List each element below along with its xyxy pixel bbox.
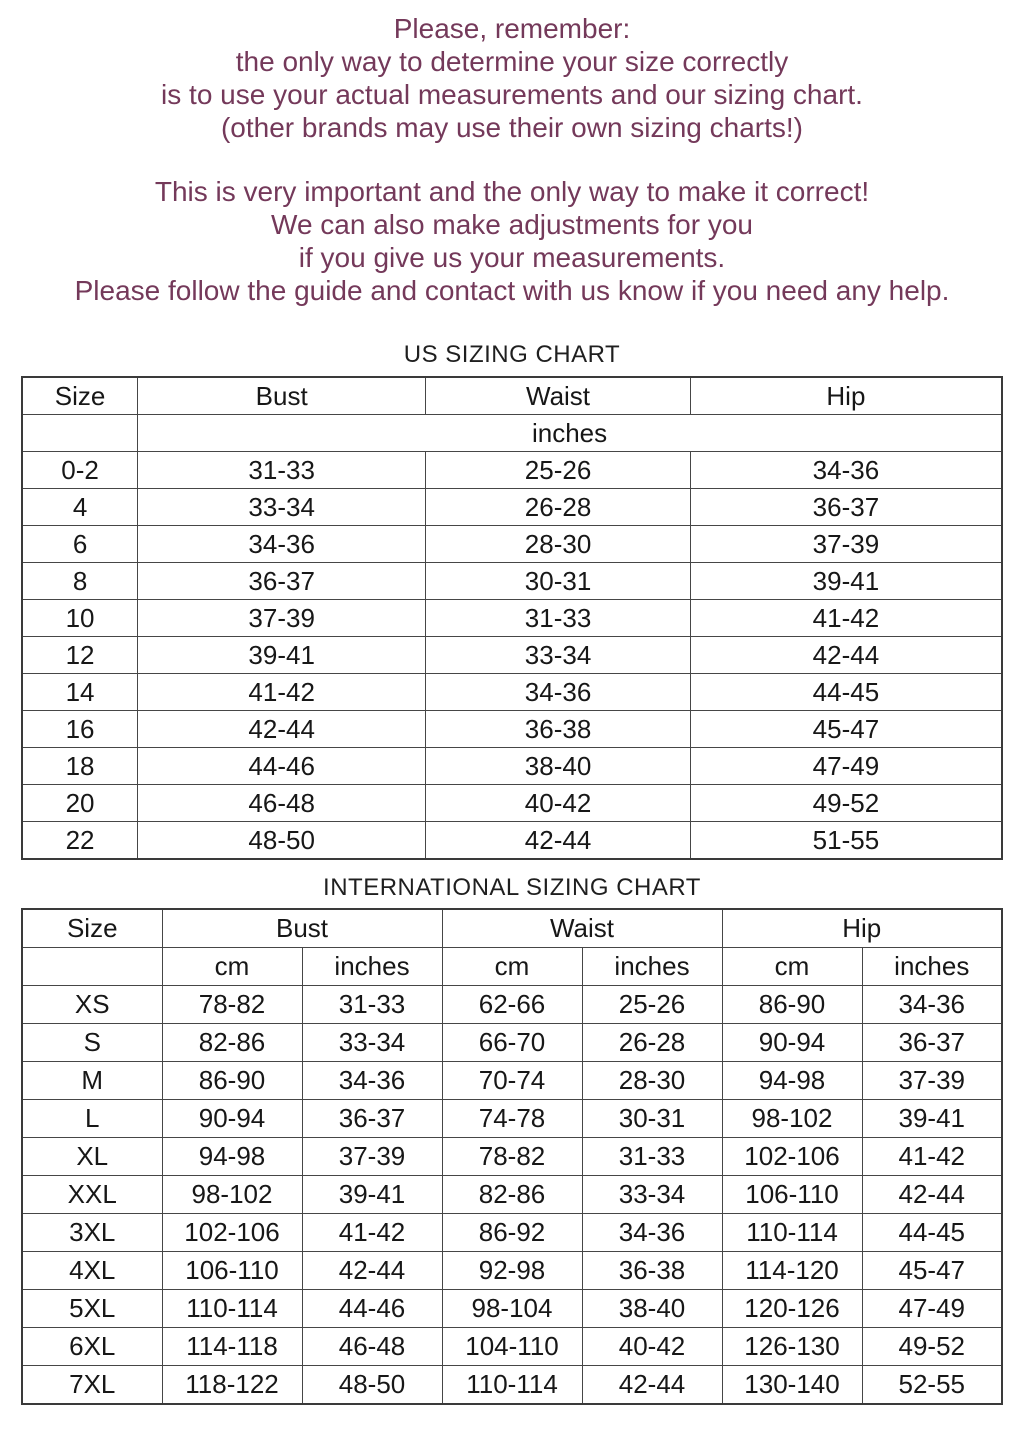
us-size-cell: 10 [22,600,138,637]
us-hip-cell: 51-55 [690,822,1002,860]
us-units-label: inches [138,415,1002,452]
intl-waist-cm-cell: 98-104 [442,1290,582,1328]
us-table-row [22,711,1002,748]
intro-line: Please, remember: [393,13,631,44]
intl-size-cell: M [22,1062,162,1100]
us-bust-cell: 31-33 [138,452,426,489]
us-hip-cell: 47-49 [690,748,1002,785]
us-hip-cell: 41-42 [690,600,1002,637]
intl-table-row [22,1214,1002,1252]
us-table-row [22,452,1002,489]
intl-bust-in-cell: 36-37 [302,1100,442,1138]
us-waist-cell: 42-44 [426,822,691,860]
intl-hip-cm-cell: 110-114 [722,1214,862,1252]
intl-hip-cm-cell: 130-140 [722,1366,862,1405]
intl-size-cell: S [22,1024,162,1062]
intro-text-block [0,0,1024,307]
intl-units-hip-cm: cm [722,948,862,986]
intl-table-row [22,1024,1002,1062]
intl-header-row [22,909,1002,948]
intl-hip-in-cell: 45-47 [862,1252,1002,1290]
us-waist-cell: 40-42 [426,785,691,822]
intl-waist-in-cell: 25-26 [582,986,722,1024]
intl-hip-cm-cell: 106-110 [722,1176,862,1214]
us-waist-cell: 33-34 [426,637,691,674]
us-table-row [22,785,1002,822]
us-waist-cell: 28-30 [426,526,691,563]
intl-hip-in-cell: 49-52 [862,1328,1002,1366]
intl-bust-in-cell: 42-44 [302,1252,442,1290]
us-size-cell: 8 [22,563,138,600]
intl-waist-in-cell: 31-33 [582,1138,722,1176]
intl-bust-cm-cell: 118-122 [162,1366,302,1405]
intl-table-row [22,1366,1002,1405]
us-table-row [22,600,1002,637]
us-hip-cell: 36-37 [690,489,1002,526]
intl-table-row [22,986,1002,1024]
intl-col-header-waist: Waist [442,909,722,948]
us-units-empty-cell [22,415,138,452]
intl-bust-cm-cell: 114-118 [162,1328,302,1366]
us-bust-cell: 41-42 [138,674,426,711]
us-sizing-table [21,376,1003,860]
us-bust-cell: 46-48 [138,785,426,822]
intl-size-cell: 7XL [22,1366,162,1405]
us-waist-cell: 25-26 [426,452,691,489]
us-size-cell: 18 [22,748,138,785]
intro-line: if you give us your measurements. [298,242,726,273]
intro-line: Please follow the guide and contact with us know if you need any help. [74,275,950,306]
us-hip-cell: 37-39 [690,526,1002,563]
us-waist-cell: 30-31 [426,563,691,600]
intl-bust-cm-cell: 98-102 [162,1176,302,1214]
intl-bust-cm-cell: 102-106 [162,1214,302,1252]
intl-units-row [22,948,1002,986]
us-bust-cell: 39-41 [138,637,426,674]
intl-bust-in-cell: 39-41 [302,1176,442,1214]
intl-bust-cm-cell: 94-98 [162,1138,302,1176]
us-bust-cell: 37-39 [138,600,426,637]
us-size-cell: 22 [22,822,138,860]
us-waist-cell: 31-33 [426,600,691,637]
intl-hip-in-cell: 42-44 [862,1176,1002,1214]
intl-units-waist-in: inches [582,948,722,986]
us-hip-cell: 45-47 [690,711,1002,748]
intl-table-row [22,1290,1002,1328]
intro-line: the only way to determine your size correctly [235,46,789,77]
intl-bust-in-cell: 37-39 [302,1138,442,1176]
intl-size-cell: XS [22,986,162,1024]
intl-waist-in-cell: 42-44 [582,1366,722,1405]
intl-hip-in-cell: 34-36 [862,986,1002,1024]
intl-table-row [22,1062,1002,1100]
us-waist-cell: 38-40 [426,748,691,785]
intl-chart-title: INTERNATIONAL SIZING CHART [323,874,701,901]
intl-units-hip-in: inches [862,948,1002,986]
intl-waist-cm-cell: 70-74 [442,1062,582,1100]
intl-bust-in-cell: 44-46 [302,1290,442,1328]
intl-hip-cm-cell: 98-102 [722,1100,862,1138]
us-hip-cell: 42-44 [690,637,1002,674]
intl-table-row [22,1328,1002,1366]
intl-col-header-hip: Hip [722,909,1002,948]
intl-col-header-bust: Bust [162,909,442,948]
intl-hip-in-cell: 47-49 [862,1290,1002,1328]
us-hip-cell: 39-41 [690,563,1002,600]
intl-bust-cm-cell: 90-94 [162,1100,302,1138]
intl-hip-in-cell: 44-45 [862,1214,1002,1252]
us-col-header-waist: Waist [426,377,691,415]
us-table-row [22,748,1002,785]
intl-units-waist-cm: cm [442,948,582,986]
intl-table-row [22,1176,1002,1214]
intro-line: (other brands may use their own sizing charts!) [220,112,804,143]
intl-hip-cm-cell: 114-120 [722,1252,862,1290]
intro-line: is to use your actual measurements and our sizing chart. [161,79,863,110]
intl-size-cell: XXL [22,1176,162,1214]
us-waist-cell: 36-38 [426,711,691,748]
us-size-cell: 14 [22,674,138,711]
us-hip-cell: 49-52 [690,785,1002,822]
intro-paragraph-1 [0,12,1024,144]
intl-bust-cm-cell: 110-114 [162,1290,302,1328]
intl-hip-cm-cell: 126-130 [722,1328,862,1366]
intl-waist-cm-cell: 62-66 [442,986,582,1024]
intl-hip-cm-cell: 94-98 [722,1062,862,1100]
intl-bust-in-cell: 46-48 [302,1328,442,1366]
intl-waist-cm-cell: 82-86 [442,1176,582,1214]
intl-waist-in-cell: 28-30 [582,1062,722,1100]
us-size-cell: 4 [22,489,138,526]
intl-hip-cm-cell: 86-90 [722,986,862,1024]
us-col-header-hip: Hip [690,377,1002,415]
intro-line: We can also make adjustments for you [271,209,753,240]
us-bust-cell: 34-36 [138,526,426,563]
us-size-cell: 20 [22,785,138,822]
intl-bust-in-cell: 34-36 [302,1062,442,1100]
us-table-row [22,489,1002,526]
intl-hip-cm-cell: 90-94 [722,1024,862,1062]
intl-table-row [22,1252,1002,1290]
us-chart-title: US SIZING CHART [403,341,621,368]
us-bust-cell: 36-37 [138,563,426,600]
intl-size-cell: 5XL [22,1290,162,1328]
intl-waist-cm-cell: 74-78 [442,1100,582,1138]
intl-hip-in-cell: 39-41 [862,1100,1002,1138]
intl-size-cell: 4XL [22,1252,162,1290]
intl-waist-in-cell: 34-36 [582,1214,722,1252]
us-table-row [22,526,1002,563]
intl-size-cell: 3XL [22,1214,162,1252]
intl-waist-cm-cell: 104-110 [442,1328,582,1366]
intro-line: This is very important and the only way to make it correct! [154,176,870,207]
intl-waist-in-cell: 36-38 [582,1252,722,1290]
us-table-row [22,822,1002,860]
intl-waist-in-cell: 33-34 [582,1176,722,1214]
us-units-row [22,415,1002,452]
intl-waist-cm-cell: 66-70 [442,1024,582,1062]
us-size-cell: 0-2 [22,452,138,489]
intl-units-bust-in: inches [302,948,442,986]
us-table-row [22,637,1002,674]
us-table-row [22,674,1002,711]
us-bust-cell: 48-50 [138,822,426,860]
intl-waist-cm-cell: 78-82 [442,1138,582,1176]
intl-units-empty-cell [22,948,162,986]
us-size-cell: 16 [22,711,138,748]
us-hip-cell: 34-36 [690,452,1002,489]
intro-paragraph-2 [0,175,1024,307]
intl-hip-in-cell: 52-55 [862,1366,1002,1405]
us-size-cell: 12 [22,637,138,674]
intl-waist-in-cell: 30-31 [582,1100,722,1138]
intl-hip-in-cell: 36-37 [862,1024,1002,1062]
intl-bust-in-cell: 31-33 [302,986,442,1024]
intl-bust-in-cell: 41-42 [302,1214,442,1252]
us-header-row [22,377,1002,415]
intl-waist-cm-cell: 86-92 [442,1214,582,1252]
us-hip-cell: 44-45 [690,674,1002,711]
intl-bust-cm-cell: 86-90 [162,1062,302,1100]
intl-bust-cm-cell: 106-110 [162,1252,302,1290]
us-bust-cell: 44-46 [138,748,426,785]
intl-waist-cm-cell: 110-114 [442,1366,582,1405]
us-waist-cell: 26-28 [426,489,691,526]
intl-bust-in-cell: 48-50 [302,1366,442,1405]
intl-waist-in-cell: 38-40 [582,1290,722,1328]
intl-size-cell: L [22,1100,162,1138]
intl-hip-cm-cell: 102-106 [722,1138,862,1176]
us-size-cell: 6 [22,526,138,563]
us-bust-cell: 42-44 [138,711,426,748]
us-waist-cell: 34-36 [426,674,691,711]
intl-waist-in-cell: 26-28 [582,1024,722,1062]
us-bust-cell: 33-34 [138,489,426,526]
intl-size-cell: 6XL [22,1328,162,1366]
intl-hip-cm-cell: 120-126 [722,1290,862,1328]
intl-hip-in-cell: 37-39 [862,1062,1002,1100]
international-sizing-table [21,908,1003,1405]
intl-bust-cm-cell: 78-82 [162,986,302,1024]
intl-col-header-size: Size [22,909,162,948]
intl-size-cell: XL [22,1138,162,1176]
us-table-row [22,563,1002,600]
intl-table-row [22,1100,1002,1138]
intl-bust-in-cell: 33-34 [302,1024,442,1062]
intl-waist-cm-cell: 92-98 [442,1252,582,1290]
intl-table-row [22,1138,1002,1176]
intl-units-bust-cm: cm [162,948,302,986]
us-col-header-bust: Bust [138,377,426,415]
intl-hip-in-cell: 41-42 [862,1138,1002,1176]
intl-waist-in-cell: 40-42 [582,1328,722,1366]
intl-bust-cm-cell: 82-86 [162,1024,302,1062]
us-col-header-size: Size [22,377,138,415]
